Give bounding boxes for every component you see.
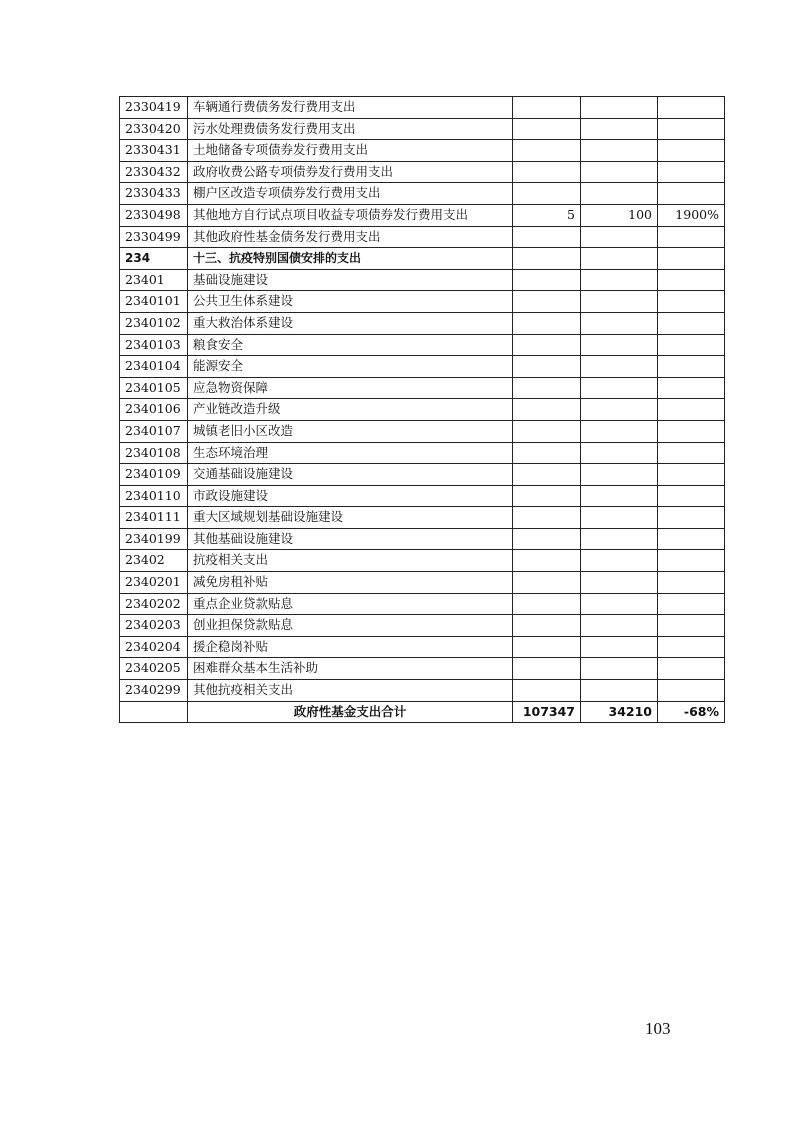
item-name-cell: 援企稳岗补贴 [188, 636, 513, 658]
table-row [120, 312, 725, 334]
code-cell: 2340105 [120, 377, 188, 399]
value-3-cell: 1900% [658, 204, 725, 226]
value-2-cell [581, 161, 658, 183]
value-3-cell [658, 442, 725, 464]
value-2-cell [581, 593, 658, 615]
table-row [120, 97, 725, 119]
value-1-cell [513, 140, 581, 162]
value-3-cell [658, 118, 725, 140]
value-3-cell [658, 269, 725, 291]
table-row [120, 485, 725, 507]
table-row [120, 204, 725, 226]
value-2-cell [581, 528, 658, 550]
value-3-cell [658, 248, 725, 270]
item-name-cell: 基础设施建设 [188, 269, 513, 291]
code-cell: 2340109 [120, 464, 188, 486]
value-3-cell [658, 615, 725, 637]
value-2-cell [581, 291, 658, 313]
value-2-cell [581, 118, 658, 140]
value-1-cell [513, 248, 581, 270]
value-3-cell [658, 334, 725, 356]
value-1-cell [513, 183, 581, 205]
value-2-cell [581, 420, 658, 442]
table-row [120, 615, 725, 637]
table-row [120, 183, 725, 205]
table-row [120, 528, 725, 550]
value-2-cell [581, 226, 658, 248]
value-2-cell [581, 636, 658, 658]
code-cell: 2340299 [120, 680, 188, 702]
table-row [120, 658, 725, 680]
value-3-cell [658, 572, 725, 594]
code-cell: 2330431 [120, 140, 188, 162]
item-name-cell: 其他抗疫相关支出 [188, 680, 513, 702]
total-label-cell: 政府性基金支出合计 [188, 701, 513, 723]
table-row [120, 356, 725, 378]
code-cell: 2340101 [120, 291, 188, 313]
value-3-cell [658, 377, 725, 399]
table-row [120, 118, 725, 140]
table-row [120, 420, 725, 442]
code-cell: 2340107 [120, 420, 188, 442]
table-row [120, 334, 725, 356]
value-1-cell [513, 161, 581, 183]
table-row [120, 161, 725, 183]
value-3-cell [658, 356, 725, 378]
item-name-cell: 重大救治体系建设 [188, 312, 513, 334]
value-3-cell [658, 312, 725, 334]
code-cell: 2340199 [120, 528, 188, 550]
item-name-cell: 其他政府性基金债务发行费用支出 [188, 226, 513, 248]
value-2-cell [581, 572, 658, 594]
table-row [120, 442, 725, 464]
value-1-cell [513, 356, 581, 378]
code-cell: 2340203 [120, 615, 188, 637]
value-2-cell [581, 464, 658, 486]
value-3-cell [658, 636, 725, 658]
table-row [120, 269, 725, 291]
value-3-cell [658, 485, 725, 507]
value-2-cell [581, 97, 658, 119]
page-number: 103 [645, 1019, 671, 1038]
value-2-cell [581, 550, 658, 572]
code-cell: 2330432 [120, 161, 188, 183]
table-row [120, 399, 725, 421]
code-cell: 2340108 [120, 442, 188, 464]
value-1-cell [513, 572, 581, 594]
item-name-cell: 重大区域规划基础设施建设 [188, 507, 513, 529]
total-value-3-cell: -68% [658, 701, 725, 723]
value-3-cell [658, 507, 725, 529]
value-2-cell [581, 680, 658, 702]
value-2-cell [581, 485, 658, 507]
value-2-cell [581, 334, 658, 356]
value-2-cell [581, 507, 658, 529]
value-3-cell [658, 399, 725, 421]
value-1-cell [513, 680, 581, 702]
table-row [120, 507, 725, 529]
value-2-cell [581, 248, 658, 270]
value-3-cell [658, 680, 725, 702]
code-cell: 2340201 [120, 572, 188, 594]
item-name-cell: 困难群众基本生活补助 [188, 658, 513, 680]
table-row [120, 140, 725, 162]
value-2-cell [581, 183, 658, 205]
code-cell: 23401 [120, 269, 188, 291]
value-1-cell [513, 485, 581, 507]
item-name-cell: 重点企业贷款贴息 [188, 593, 513, 615]
item-name-cell: 应急物资保障 [188, 377, 513, 399]
table-row [120, 226, 725, 248]
value-3-cell [658, 140, 725, 162]
value-1-cell [513, 528, 581, 550]
value-3-cell [658, 528, 725, 550]
value-3-cell [658, 97, 725, 119]
total-code-cell [120, 701, 188, 723]
value-3-cell [658, 658, 725, 680]
value-2-cell [581, 140, 658, 162]
value-1-cell [513, 97, 581, 119]
value-2-cell [581, 615, 658, 637]
item-name-cell: 市政设施建设 [188, 485, 513, 507]
total-value-1-cell: 107347 [513, 701, 581, 723]
code-cell: 2340202 [120, 593, 188, 615]
value-1-cell [513, 507, 581, 529]
value-2-cell [581, 356, 658, 378]
table-row [120, 550, 725, 572]
value-2-cell [581, 658, 658, 680]
item-name-cell: 抗疫相关支出 [188, 550, 513, 572]
value-1-cell [513, 464, 581, 486]
value-1-cell [513, 226, 581, 248]
code-cell: 2340106 [120, 399, 188, 421]
value-3-cell [658, 226, 725, 248]
value-1-cell [513, 291, 581, 313]
table-row [120, 593, 725, 615]
table-row [120, 248, 725, 270]
value-3-cell [658, 464, 725, 486]
value-3-cell [658, 550, 725, 572]
value-1-cell [513, 399, 581, 421]
table-row [120, 377, 725, 399]
item-name-cell: 产业链改造升级 [188, 399, 513, 421]
value-2-cell [581, 312, 658, 334]
value-2-cell [581, 442, 658, 464]
value-2-cell [581, 399, 658, 421]
code-cell: 2340111 [120, 507, 188, 529]
code-cell: 2340102 [120, 312, 188, 334]
code-cell: 2330433 [120, 183, 188, 205]
item-name-cell: 城镇老旧小区改造 [188, 420, 513, 442]
item-name-cell: 车辆通行费债务发行费用支出 [188, 97, 513, 119]
table-row [120, 464, 725, 486]
code-cell: 234 [120, 248, 188, 270]
value-1-cell [513, 442, 581, 464]
item-name-cell: 十三、抗疫特别国债安排的支出 [188, 248, 513, 270]
item-name-cell: 生态环境治理 [188, 442, 513, 464]
item-name-cell: 其他地方自行试点项目收益专项债券发行费用支出 [188, 204, 513, 226]
value-3-cell [658, 593, 725, 615]
total-row [120, 701, 725, 723]
item-name-cell: 粮食安全 [188, 334, 513, 356]
code-cell: 2340103 [120, 334, 188, 356]
value-1-cell [513, 420, 581, 442]
code-cell: 2340205 [120, 658, 188, 680]
table-row [120, 291, 725, 313]
value-2-cell: 100 [581, 204, 658, 226]
value-1-cell [513, 550, 581, 572]
item-name-cell: 政府收费公路专项债券发行费用支出 [188, 161, 513, 183]
code-cell: 2330498 [120, 204, 188, 226]
item-name-cell: 其他基础设施建设 [188, 528, 513, 550]
value-1-cell [513, 312, 581, 334]
value-2-cell [581, 377, 658, 399]
code-cell: 2330420 [120, 118, 188, 140]
value-1-cell [513, 118, 581, 140]
item-name-cell: 棚户区改造专项债券发行费用支出 [188, 183, 513, 205]
budget-expenditure-table [119, 96, 725, 723]
code-cell: 23402 [120, 550, 188, 572]
table-row [120, 572, 725, 594]
value-3-cell [658, 420, 725, 442]
code-cell: 2330419 [120, 97, 188, 119]
table-row [120, 680, 725, 702]
code-cell: 2340110 [120, 485, 188, 507]
table-row [120, 636, 725, 658]
value-1-cell [513, 377, 581, 399]
value-3-cell [658, 161, 725, 183]
total-value-2-cell: 34210 [581, 701, 658, 723]
item-name-cell: 能源安全 [188, 356, 513, 378]
item-name-cell: 创业担保贷款贴息 [188, 615, 513, 637]
item-name-cell: 减免房租补贴 [188, 572, 513, 594]
item-name-cell: 交通基础设施建设 [188, 464, 513, 486]
value-3-cell [658, 183, 725, 205]
value-1-cell [513, 636, 581, 658]
table-body [120, 97, 725, 723]
item-name-cell: 污水处理费债务发行费用支出 [188, 118, 513, 140]
value-1-cell [513, 593, 581, 615]
value-1-cell [513, 269, 581, 291]
code-cell: 2340104 [120, 356, 188, 378]
item-name-cell: 公共卫生体系建设 [188, 291, 513, 313]
item-name-cell: 土地储备专项债券发行费用支出 [188, 140, 513, 162]
code-cell: 2340204 [120, 636, 188, 658]
value-1-cell [513, 615, 581, 637]
value-1-cell [513, 334, 581, 356]
value-1-cell [513, 658, 581, 680]
value-3-cell [658, 291, 725, 313]
value-1-cell: 5 [513, 204, 581, 226]
value-2-cell [581, 269, 658, 291]
code-cell: 2330499 [120, 226, 188, 248]
